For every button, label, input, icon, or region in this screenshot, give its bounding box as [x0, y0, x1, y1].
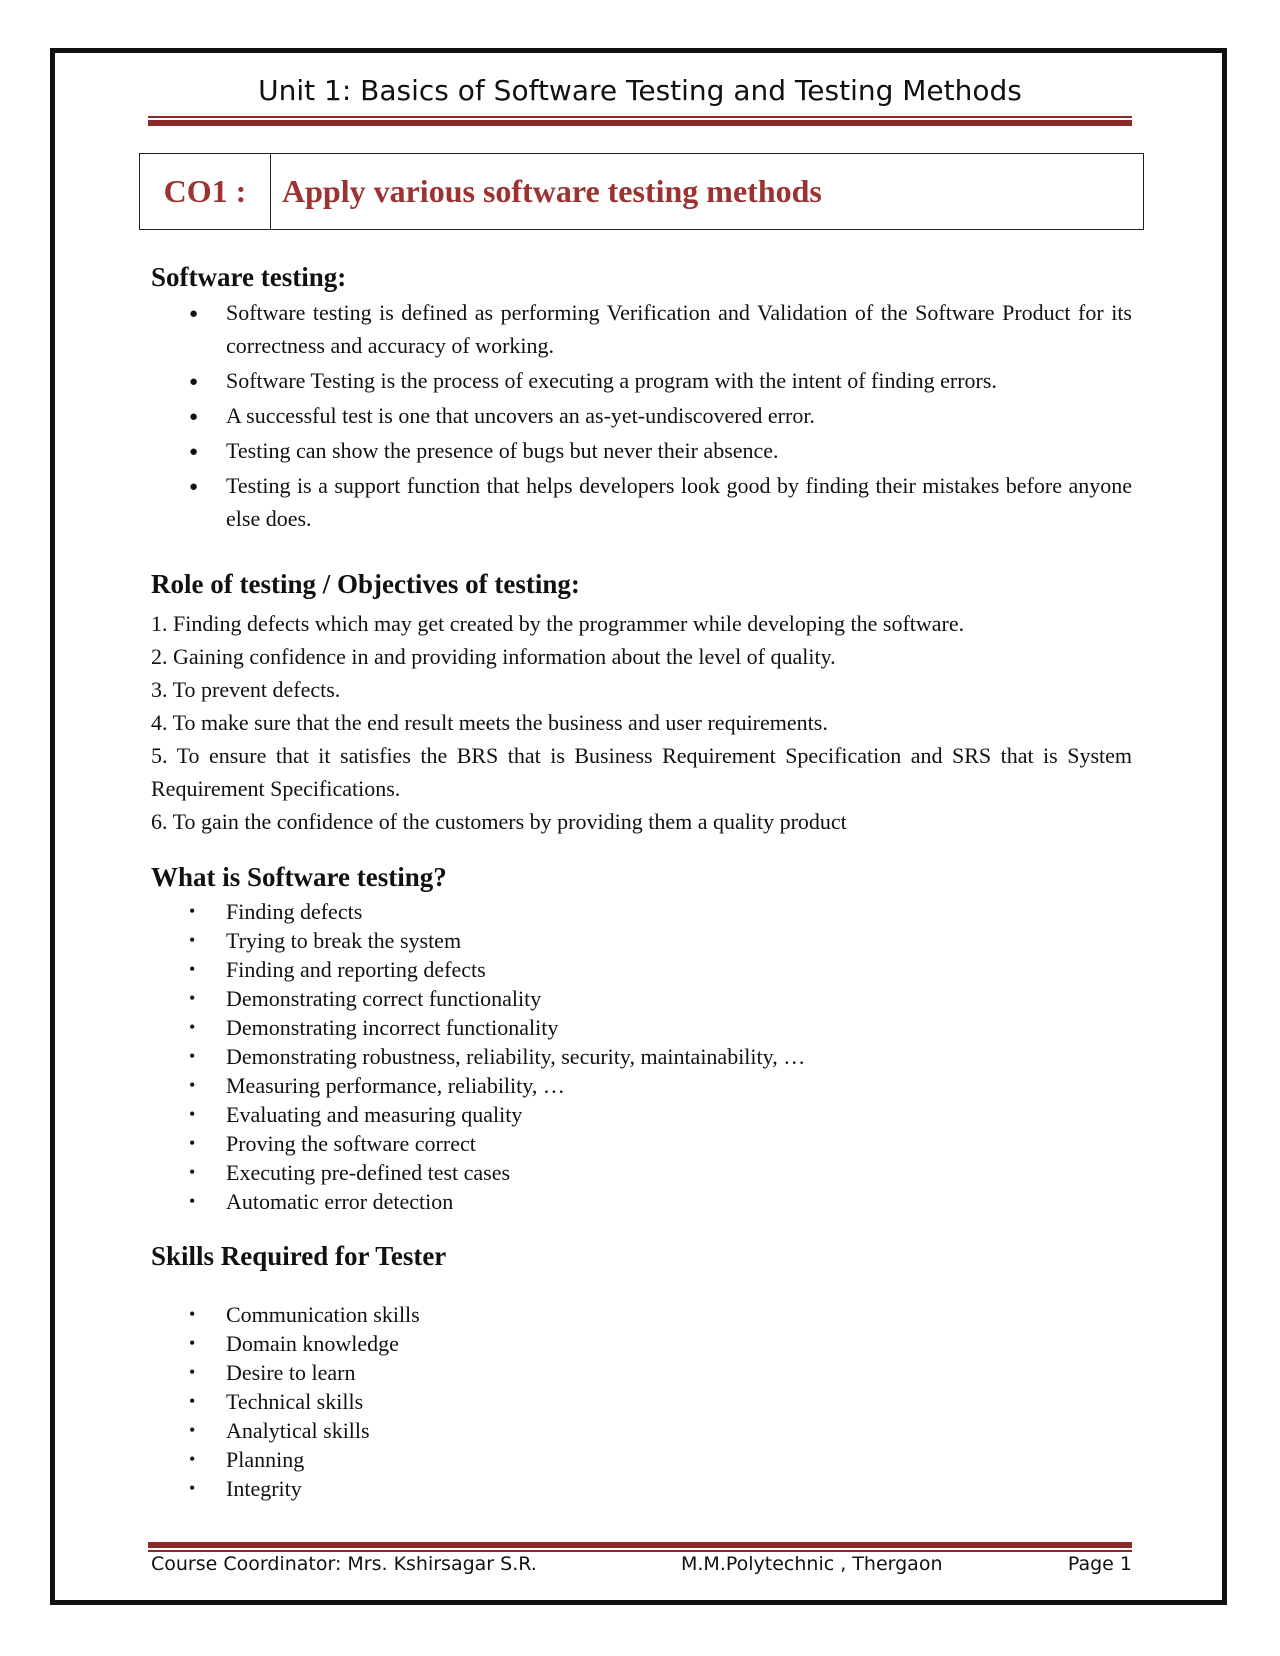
bullet-icon: •	[189, 1420, 196, 1440]
list-item-text: Analytical skills	[226, 1418, 370, 1443]
bullet-icon: ●	[189, 374, 199, 390]
numbered-item-text: 3. To prevent defects.	[151, 677, 341, 702]
list-item-text: Proving the software correct	[226, 1131, 476, 1156]
list-item-text: Desire to learn	[226, 1360, 356, 1385]
list-item	[151, 434, 1132, 467]
bullet-icon: •	[189, 1133, 196, 1153]
section-heading-role-of-testing: Role of testing / Objectives of testing:	[151, 569, 580, 599]
list-item	[151, 296, 1132, 362]
list-item-text: Finding defects	[226, 899, 363, 924]
bullet-icon: •	[189, 959, 196, 979]
bullet-icon: •	[189, 1478, 196, 1498]
footer-rule-thick	[148, 1542, 1132, 1548]
numbered-item-text: 4. To make sure that the end result meets the business and user requirements.	[151, 710, 828, 735]
bullet-icon: •	[189, 1162, 196, 1182]
bullet-icon: •	[189, 988, 196, 1008]
list-item	[151, 1100, 1132, 1129]
bullet-icon: •	[189, 1104, 196, 1124]
list-item	[151, 1129, 1132, 1158]
numbered-item	[151, 805, 1132, 838]
software-testing-list	[151, 296, 1132, 535]
list-item-text: Testing is a support function that helps developers look good by finding their mistakes before anyone else does.	[226, 473, 1132, 531]
numbered-item	[151, 673, 1132, 706]
footer-page-number: Page 1	[1067, 1553, 1132, 1575]
bullet-icon: •	[189, 1362, 196, 1382]
bullet-icon: •	[189, 930, 196, 950]
skills-list-wrap	[151, 1300, 1132, 1503]
skills-list	[151, 1300, 1132, 1503]
list-item-text: Integrity	[226, 1476, 302, 1501]
list-item	[151, 1387, 1132, 1416]
section-heading-what-is-testing: What is Software testing?	[151, 862, 447, 892]
list-item-text: Measuring performance, reliability, …	[226, 1073, 565, 1098]
list-item	[151, 1300, 1132, 1329]
list-item-text: Executing pre-defined test cases	[226, 1160, 511, 1185]
bullet-icon: •	[189, 1449, 196, 1469]
bullet-icon: •	[189, 1391, 196, 1411]
list-item-text: Automatic error detection	[226, 1189, 454, 1214]
list-item-text: Demonstrating incorrect functionality	[226, 1015, 559, 1040]
list-item	[151, 955, 1132, 984]
software-testing-list-wrap	[151, 296, 1132, 537]
list-item	[151, 469, 1132, 535]
numbered-item-text: 2. Gaining confidence in and providing information about the level of quality.	[151, 644, 836, 669]
bullet-icon: •	[189, 1333, 196, 1353]
footer	[151, 1553, 1132, 1583]
numbered-item-text: 1. Finding defects which may get created by the programmer while developing the software.	[151, 611, 965, 636]
footer-coordinator: Course Coordinator: Mrs. Kshirsagar S.R.	[151, 1553, 537, 1575]
numbered-item	[151, 739, 1132, 805]
list-item-text: Demonstrating robustness, reliability, security, maintainability, …	[226, 1044, 806, 1069]
list-item	[151, 1329, 1132, 1358]
numbered-item	[151, 706, 1132, 739]
list-item-text: Finding and reporting defects	[226, 957, 486, 982]
list-item	[151, 399, 1132, 432]
list-item	[151, 897, 1132, 926]
footer-institute: M.M.Polytechnic , Thergaon	[681, 1553, 943, 1575]
header-rule-thick	[148, 120, 1132, 126]
bullet-icon: •	[189, 901, 196, 921]
bullet-icon: •	[189, 1017, 196, 1037]
list-item-text: Demonstrating correct functionality	[226, 986, 542, 1011]
list-item	[151, 1445, 1132, 1474]
section-heading-software-testing: Software testing:	[151, 262, 347, 292]
list-item	[151, 984, 1132, 1013]
role-of-testing-list	[151, 607, 1132, 838]
list-item-text: Technical skills	[226, 1389, 364, 1414]
course-outcome-box	[139, 153, 1144, 230]
list-item	[151, 1416, 1132, 1445]
list-item	[151, 1187, 1132, 1216]
list-item-text: A successful test is one that uncovers an as-yet-undiscovered error.	[226, 403, 815, 428]
bullet-icon: •	[189, 1304, 196, 1324]
numbered-item	[151, 607, 1132, 640]
section-heading-skills: Skills Required for Tester	[151, 1241, 447, 1271]
list-item-text: Communication skills	[226, 1302, 420, 1327]
bullet-icon: ●	[189, 306, 199, 322]
course-outcome-text: Apply various software testing methods	[282, 173, 822, 209]
bullet-icon: ●	[189, 479, 199, 495]
list-item	[151, 1474, 1132, 1503]
role-of-testing-list-wrap	[151, 607, 1132, 838]
list-item-text: Trying to break the system	[226, 928, 462, 953]
what-is-testing-list	[151, 897, 1132, 1216]
numbered-item-text: 6. To gain the confidence of the customers by providing them a quality product	[151, 809, 847, 834]
list-item	[151, 1013, 1132, 1042]
list-item	[151, 1042, 1132, 1071]
bullet-icon: ●	[189, 409, 199, 425]
bullet-icon: •	[189, 1075, 196, 1095]
list-item-text: Domain knowledge	[226, 1331, 399, 1356]
list-item-text: Evaluating and measuring quality	[226, 1102, 523, 1127]
list-item	[151, 926, 1132, 955]
footer-rule-thin	[148, 1550, 1132, 1552]
bullet-icon: ●	[189, 444, 199, 460]
numbered-item-text: 5. To ensure that it satisfies the BRS that is Business Requirement Specification and SRS that is System Requirement Specifications.	[151, 743, 1132, 801]
course-outcome-label: CO1 :	[140, 154, 271, 229]
what-is-testing-list-wrap	[151, 897, 1132, 1216]
numbered-item	[151, 640, 1132, 673]
list-item	[151, 364, 1132, 397]
list-item	[151, 1358, 1132, 1387]
list-item	[151, 1158, 1132, 1187]
bullet-icon: •	[189, 1046, 196, 1066]
bullet-icon: •	[189, 1191, 196, 1211]
list-item-text: Software Testing is the process of executing a program with the intent of finding errors.	[226, 368, 997, 393]
header-rule-thin	[148, 116, 1132, 118]
list-item-text: Testing can show the presence of bugs but never their absence.	[226, 438, 779, 463]
page-title: Unit 1: Basics of Software Testing and Testing Methods	[258, 74, 1022, 107]
list-item-text: Planning	[226, 1447, 305, 1472]
list-item	[151, 1071, 1132, 1100]
list-item-text: Software testing is defined as performing Verification and Validation of the Software Product for its correctness and accuracy of working.	[226, 300, 1132, 358]
